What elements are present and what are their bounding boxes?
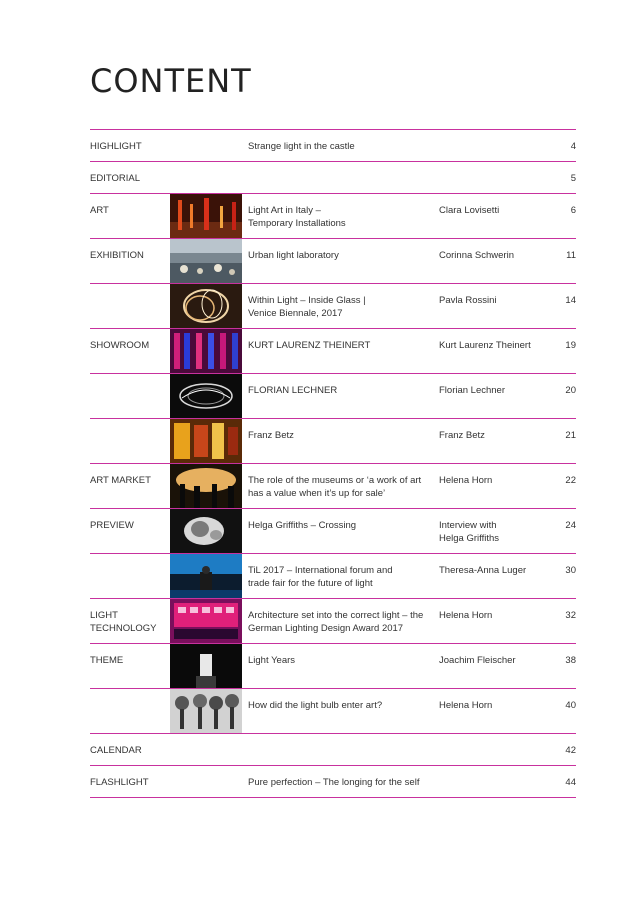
article-title: Urban light laboratory [248,250,339,261]
toc-row-highlight[interactable] [90,130,576,162]
page-number: 22 [565,475,576,486]
thumbnail-helga-griffiths [170,509,242,553]
toc-row-franz-betz[interactable] [90,419,576,464]
article-title: FLORIAN LECHNER [248,385,338,396]
section-label: FLASHLIGHT [90,777,149,788]
toc-row-flashlight[interactable] [90,766,576,798]
thumbnail-light-years [170,644,242,688]
article-author: Helena Horn [439,700,493,711]
section-label: LIGHT TECHNOLOGY [90,610,157,634]
toc-row-editorial[interactable] [90,162,576,194]
page-number: 42 [565,745,576,756]
article-title: Strange light in the castle [248,141,355,152]
toc-row-exhibition[interactable] [90,239,576,284]
table-of-contents [90,129,576,798]
toc-row-light-bulb[interactable] [90,689,576,734]
article-title: Architecture set into the correct light – the German Lighting Design Award 2017 [248,610,424,634]
section-label: CALENDAR [90,745,142,756]
article-author: Clara Lovisetti [439,205,500,216]
article-author: Kurt Laurenz Theinert [439,340,531,351]
article-author: Pavla Rossini [439,295,497,306]
page-number: 44 [565,777,576,788]
toc-row-til-2017[interactable] [90,554,576,599]
thumbnail-lighting-design-award [170,599,242,643]
section-label: HIGHLIGHT [90,141,142,152]
toc-row-light-technology[interactable] [90,599,576,644]
page-number: 6 [570,205,576,216]
thumbnail-within-light [170,284,242,328]
article-title: Within Light – Inside Glass | Venice Biennale, 2017 [248,295,366,319]
article-title: The role of the museums or ‘a work of art has a value when it’s up for sale’ [248,475,422,499]
section-label: SHOWROOM [90,340,150,351]
page-number: 40 [565,700,576,711]
page-number: 38 [565,655,576,666]
section-label: EXHIBITION [90,250,144,261]
section-label: PREVIEW [90,520,134,531]
article-title: Helga Griffiths – Crossing [248,520,357,531]
thumbnail-florian-lechner [170,374,242,418]
thumbnail-franz-betz [170,419,242,463]
section-label: ART MARKET [90,475,151,486]
page-number: 19 [565,340,576,351]
page-title: CONTENT [90,62,252,100]
article-title: TiL 2017 – International forum and trade fair for the future of light [248,565,393,589]
article-title: Light Art in Italy – Temporary Installations [248,205,346,229]
thumbnail-light-art-italy [170,194,242,238]
article-title: Franz Betz [248,430,294,441]
page-number: 24 [565,520,576,531]
toc-row-calendar[interactable] [90,734,576,766]
article-title: KURT LAURENZ THEINERT [248,340,371,351]
section-label: THEME [90,655,124,666]
page-number: 14 [565,295,576,306]
thumbnail-art-market [170,464,242,508]
page-number: 11 [566,250,576,261]
thumbnail-til-2017 [170,554,242,598]
page-number: 20 [565,385,576,396]
article-title: Pure perfection – The longing for the self [248,777,420,788]
article-author: Franz Betz [439,430,485,441]
thumbnail-urban-light-lab [170,239,242,283]
article-author: Helena Horn [439,610,493,621]
toc-row-preview[interactable] [90,509,576,554]
thumbnail-light-bulbs [170,689,242,733]
article-author: Theresa-Anna Luger [439,565,527,576]
article-author: Florian Lechner [439,385,506,396]
article-author: Interview with Helga Griffiths [439,520,500,544]
toc-row-within-light[interactable] [90,284,576,329]
toc-row-art[interactable] [90,194,576,239]
thumbnail-kurt-laurenz-theinert [170,329,242,373]
page-number: 32 [565,610,576,621]
page-number: 21 [565,430,576,441]
article-title: How did the light bulb enter art? [248,700,383,711]
toc-row-showroom[interactable] [90,329,576,374]
page-number: 30 [565,565,576,576]
article-title: Light Years [248,655,296,666]
page-number: 4 [570,141,576,152]
section-label: ART [90,205,109,216]
article-author: Corinna Schwerin [439,250,514,261]
section-label: EDITORIAL [90,173,140,184]
article-author: Helena Horn [439,475,493,486]
toc-row-theme[interactable] [90,644,576,689]
toc-row-florian-lechner[interactable] [90,374,576,419]
toc-row-art-market[interactable] [90,464,576,509]
article-author: Joachim Fleischer [439,655,516,666]
page-number: 5 [570,173,576,184]
